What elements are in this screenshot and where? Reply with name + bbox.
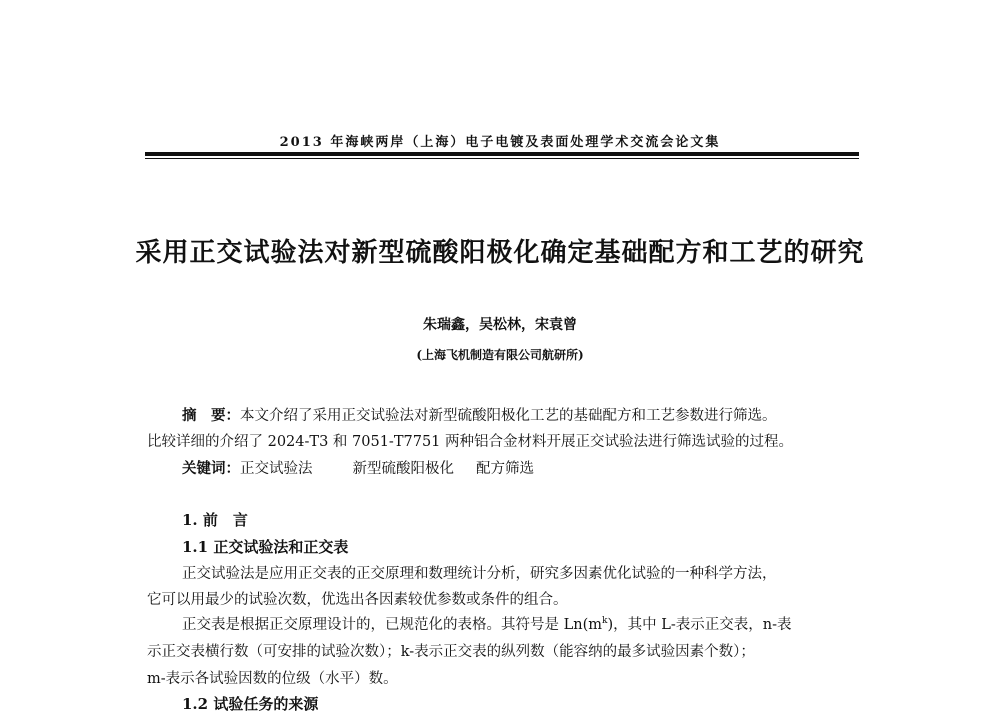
body-line-3a: 正交表是根据正交原理设计的，已规范化的表格。其符号是 Ln(m — [182, 617, 602, 633]
body-line-1: 正交试验法是应用正交表的正交原理和数理统计分析，研究多因素优化试验的一种科学方法， — [182, 566, 777, 582]
paper-title: 采用正交试验法对新型硫酸阳极化确定基础配方和工艺的研究 — [135, 238, 865, 268]
header-rule-thin — [145, 158, 859, 159]
body-line-4: 示正交表横行数（可安排的试验次数）；k-表示正交表的纵列数（能容纳的最多试验因素个数）； — [147, 644, 755, 660]
keywords-label: 关键词： — [182, 460, 240, 477]
running-header: 2013 年海峡两岸（上海）电子电镀及表面处理学术交流会论文集 — [279, 135, 721, 150]
affiliation: (上海飞机制造有限公司航研所) — [416, 348, 584, 362]
abstract-label: 摘 要： — [182, 407, 240, 424]
section-heading-1-2: 1.2 试验任务的来源 — [182, 695, 319, 713]
superscript-k: k — [601, 616, 608, 627]
body-line-3b: )，其中 L-表示正交表，n-表 — [607, 617, 792, 633]
body-line-2: 它可以用最少的试验次数，优选出各因素较优参数或条件的组合。 — [147, 592, 568, 608]
keyword-2: 新型硫酸阳极化 — [352, 461, 454, 477]
abstract-line-1 — [182, 404, 777, 425]
authors: 朱瑞鑫，吴松林，宋袁曾 — [423, 317, 577, 333]
header-rule-thick — [145, 152, 859, 156]
keywords — [182, 457, 534, 478]
body-line-3 — [182, 613, 792, 634]
body-line-5: m-表示各试验因数的位级（水平）数。 — [147, 671, 398, 687]
section-heading-1-1: 1.1 正交试验法和正交表 — [182, 538, 349, 556]
section-heading-1: 1. 前 言 — [182, 511, 248, 529]
abstract-line-2: 比较详细的介绍了 2024-T3 和 7051-T7751 两种铝合金材料开展正交试验法进行筛选试验的过程。 — [147, 434, 794, 450]
keyword-3: 配方筛选 — [476, 461, 534, 477]
keyword-1: 正交试验法 — [240, 461, 313, 477]
abstract-text-1: 本文介绍了采用正交试验法对新型硫酸阳极化工艺的基础配方和工艺参数进行筛选。 — [240, 408, 777, 424]
